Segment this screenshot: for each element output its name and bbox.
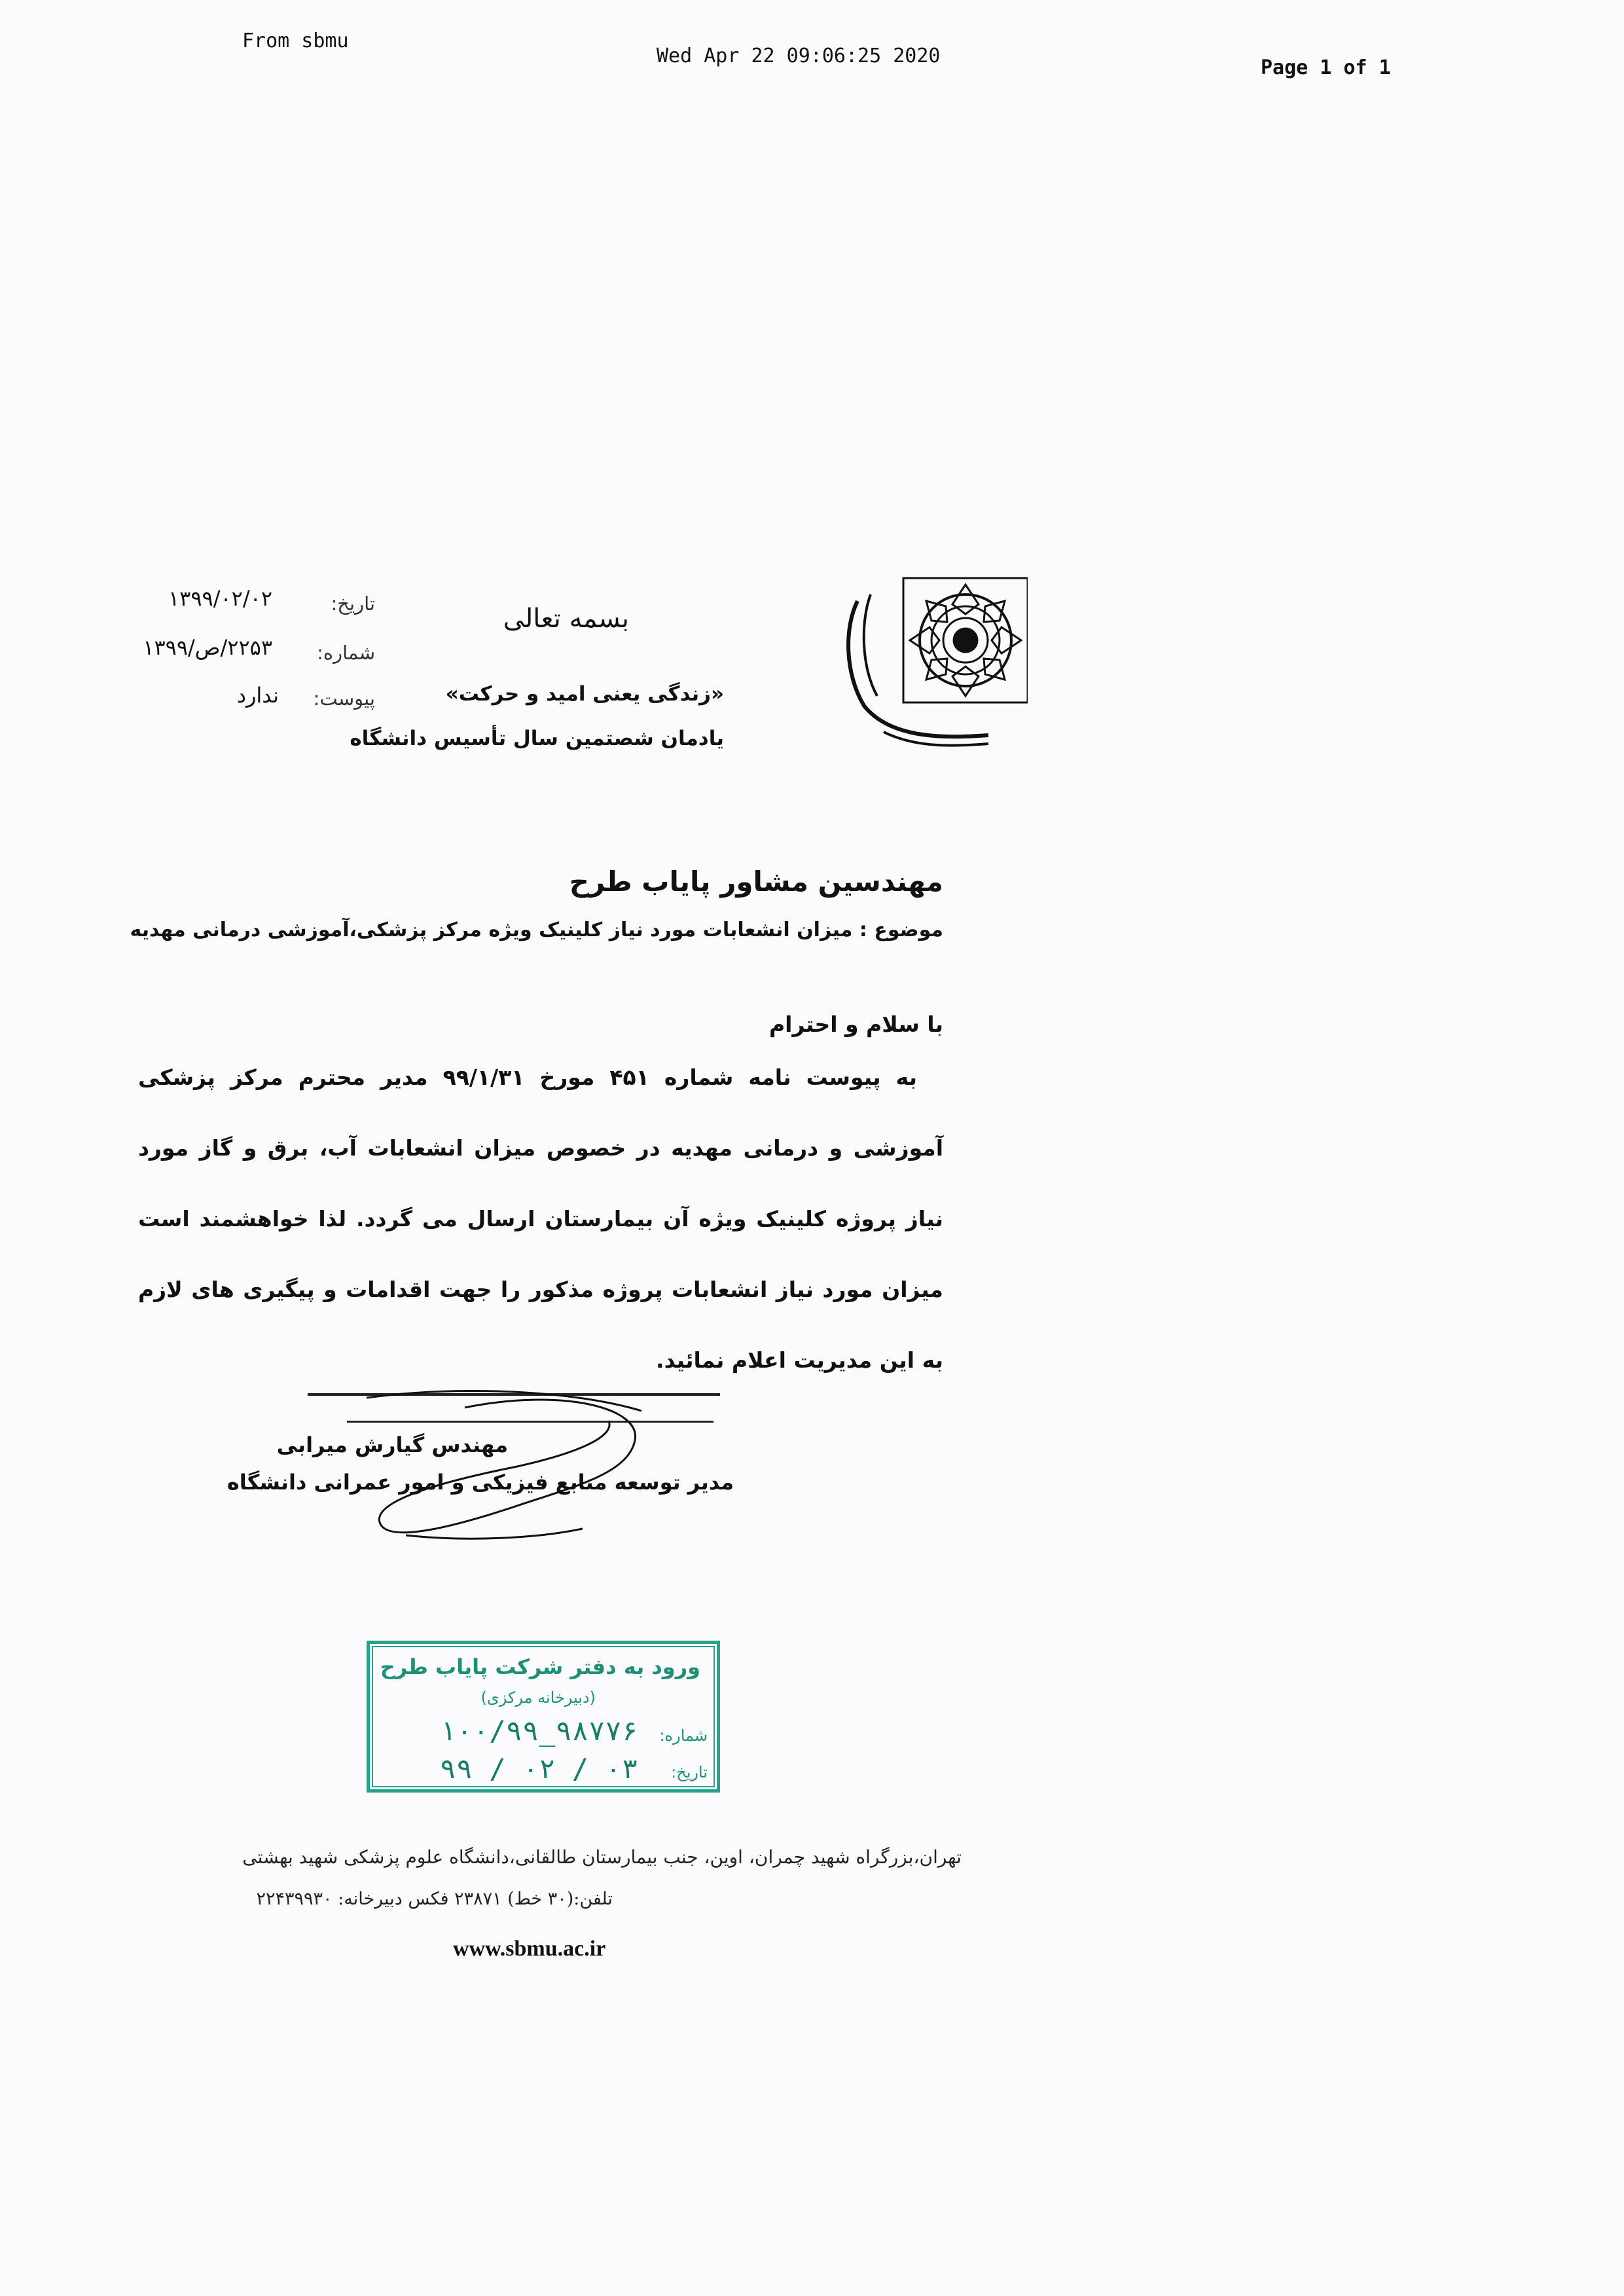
footer-address: تهران،بزرگراه شهید چمران، اوین، جنب بیمارستان طالقانی،دانشگاه علوم پزشکی شهید بهشتی <box>242 1846 962 1868</box>
handwritten-signature <box>301 1381 733 1552</box>
greeting: با سلام و احترام <box>768 1011 943 1037</box>
anniversary-line: یادمان شصتمین سال تأسیس دانشگاه <box>350 727 724 750</box>
letter-body <box>138 1011 943 1396</box>
date-label: تاریخ: <box>331 592 375 615</box>
fax-from: From sbmu <box>242 29 349 52</box>
attachment-label: پیوست: <box>313 687 375 710</box>
university-logo-icon <box>831 575 1028 758</box>
signatory-name: مهندس گیارش میرابی <box>276 1432 508 1457</box>
footer-phone: تلفن:(۳۰ خط) ۲۳۸۷۱ فکس دبیرخانه: ۲۲۴۳۹۹۳۰ <box>256 1889 613 1909</box>
letter-number: ۲۲۵۳/ص/۱۳۹۹ <box>143 635 272 660</box>
fax-datetime: Wed Apr 22 09:06:25 2020 <box>657 45 941 67</box>
received-stamp <box>367 1641 720 1793</box>
footer-website: www.sbmu.ac.ir <box>453 1937 606 1961</box>
stamp-date-label: تاریخ: <box>671 1763 708 1781</box>
university-motto: «زندگی یعنی امید و حرکت» <box>445 682 724 706</box>
bismillah-heading: بسمه تعالی <box>503 604 629 634</box>
number-label: شماره: <box>317 642 375 664</box>
stamp-number-label: شماره: <box>659 1726 708 1745</box>
signatory-title: مدیر توسعه منابع فیزیکی و امور عمرانی دانشگاه <box>226 1470 734 1495</box>
letter-date: ۱۳۹۹/۰۲/۰۲ <box>168 586 272 611</box>
attachment-value: ندارد <box>236 683 279 708</box>
fax-page-number: Page 1 of 1 <box>1261 56 1391 79</box>
stamp-date: ۹۹ / ۰۲ / ۰۳ <box>439 1753 638 1785</box>
stamp-subtitle: (دبیرخانه مرکزی) <box>480 1688 596 1707</box>
recipient-name: مهندسین مشاور پایاب طرح <box>569 866 943 898</box>
stamp-number: ۱۰۰/۹۹_۹۸۷۷۶ <box>439 1715 638 1747</box>
stamp-title: ورود به دفتر شرکت پایاب طرح <box>380 1654 700 1679</box>
subject-line: موضوع : میزان انشعابات مورد نیاز کلینیک ویژه مرکز پزشکی،آموزشی درمانی مهدیه <box>130 919 943 941</box>
body-paragraph: به پیوست نامه شماره ۴۵۱ مورخ ۹۹/۱/۳۱ مدیر محترم مرکز پزشکی آموزشی و درمانی مهدیه در خصوص میزان انشعابات آب، برق و گاز مورد نیاز پروژه کلینیک ویژه آن بیمارستان ارسال می گردد. لذا خواهشمند است میزان مورد نیاز انشعابات پروژه مذکور را جهت اقدامات و پیگیری های لازم به این مدیریت اعلام نمائید. <box>138 1065 943 1373</box>
